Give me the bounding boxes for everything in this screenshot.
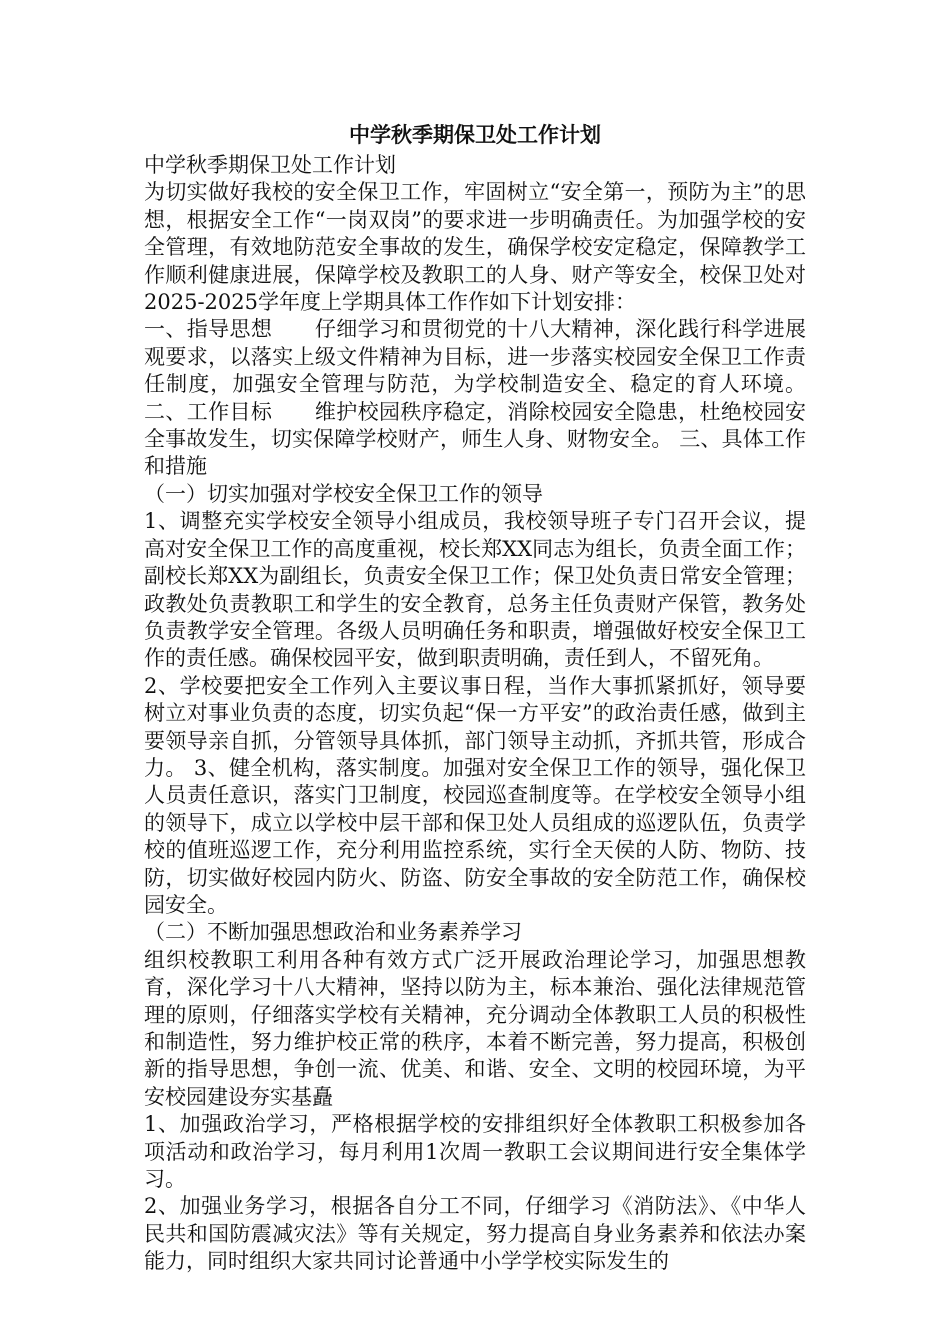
- document-page: [144, 118, 806, 1276]
- paragraph-subtitle: 中学秋季期保卫处工作计划: [144, 153, 396, 177]
- paragraph-political-study: 1、加强政治学习，严格根据学校的安排组织好全体教职工积极参加各项活动和政治学习，每月利用1次周一教职工会议期间进行安全集体学习。: [144, 1112, 806, 1192]
- paragraph-business-study: 2、加强业务学习，根据各自分工不同，仔细学习《消防法》、《中华人民共和国防震减灾法》等有关规定，努力提高自身业务素养和依法办案能力，同时组织大家共同讨论普通中小学学校实际发生的: [144, 1194, 806, 1274]
- paragraph-study-intro: 组织校教职工利用各种有效方式广泛开展政治理论学习，加强思想教育，深化学习十八大精神，坚持以防为主，标本兼治、强化法律规范管理的原则，仔细落实学校有关精神，充分调动全体教职工人员的积极性和制造性，努力维护校正常的秩序，本着不断完善，努力提高，积极创新的指导思想，争创一流、优美、和谐、安全、文明的校园环境，为平安校园建设夯实基矗: [144, 947, 806, 1109]
- section-heading-study: （二）不断加强思想政治和业务素养学习: [144, 920, 522, 945]
- document-title: 中学秋季期保卫处工作计划: [349, 122, 601, 147]
- paragraph-guiding-goals: 一、指导思想 仔细学习和贯彻党的十八大精神，深化践行科学进展观要求，以落实上级文件精神为目标，进一步落实校园安全保卫工作责任制度，加强安全管理与防范，为学校制造安全、稳定的育人环境。 二、工作目标 维护校园秩序稳定，消除校园安全隐患，杜绝校园安全事故发生，切实保障学校财产，师生人身、财物安全。 三、具体工作和措施: [144, 317, 806, 479]
- paragraph-item-2-3: 2、学校要把安全工作列入主要议事日程，当作大事抓紧抓好，领导要树立对事业负责的态度，切实负起“保一方平安”的政治责任感，做到主要领导亲自抓，分管领导具体抓，部门领导主动抓，齐抓共管，形成合力。 3、健全机构，落实制度。加强对安全保卫工作的领导，强化保卫人员责任意识，落实门卫制度，校园巡查制度等。在学校安全领导小组的领导下，成立以学校中层干部和保卫处人员组成的巡逻队伍，负责学校的值班巡逻工作，充分利用监控系统，实行全天侯的人防、物防、技防，切实做好校园内防火、防盗、防安全事故的安全防范工作，确保校园安全。: [144, 673, 806, 917]
- paragraph-intro: 为切实做好我校的安全保卫工作，牢固树立“安全第一，预防为主”的思想，根据安全工作“一岗双岗”的要求进一步明确责任。为加强学校的安全管理，有效地防范安全事故的发生，确保学校安定稳定，保障教学工作顺利健康进展，保障学校及教职工的人身、财产等安全，校保卫处对2025-2025学年度上学期具体工作作如下计划安排：: [144, 180, 806, 315]
- section-heading-leadership: （一）切实加强对学校安全保卫工作的领导: [144, 481, 543, 506]
- paragraph-item-1: 1、调整充实学校安全领导小组成员，我校领导班子专门召开会议，提高对安全保卫工作的高度重视，校长郑XX同志为组长，负责全面工作；副校长郑XX为副组长，负责安全保卫工作；保卫处负责日常安全管理；政教处负责教职工和学生的安全教育，总务主任负责财产保管，教务处负责教学安全管理。各级人员明确任务和职责，增强做好校安全保卫工作的责任感。确保校园平安，做到职责明确，责任到人，不留死角。: [144, 509, 806, 671]
